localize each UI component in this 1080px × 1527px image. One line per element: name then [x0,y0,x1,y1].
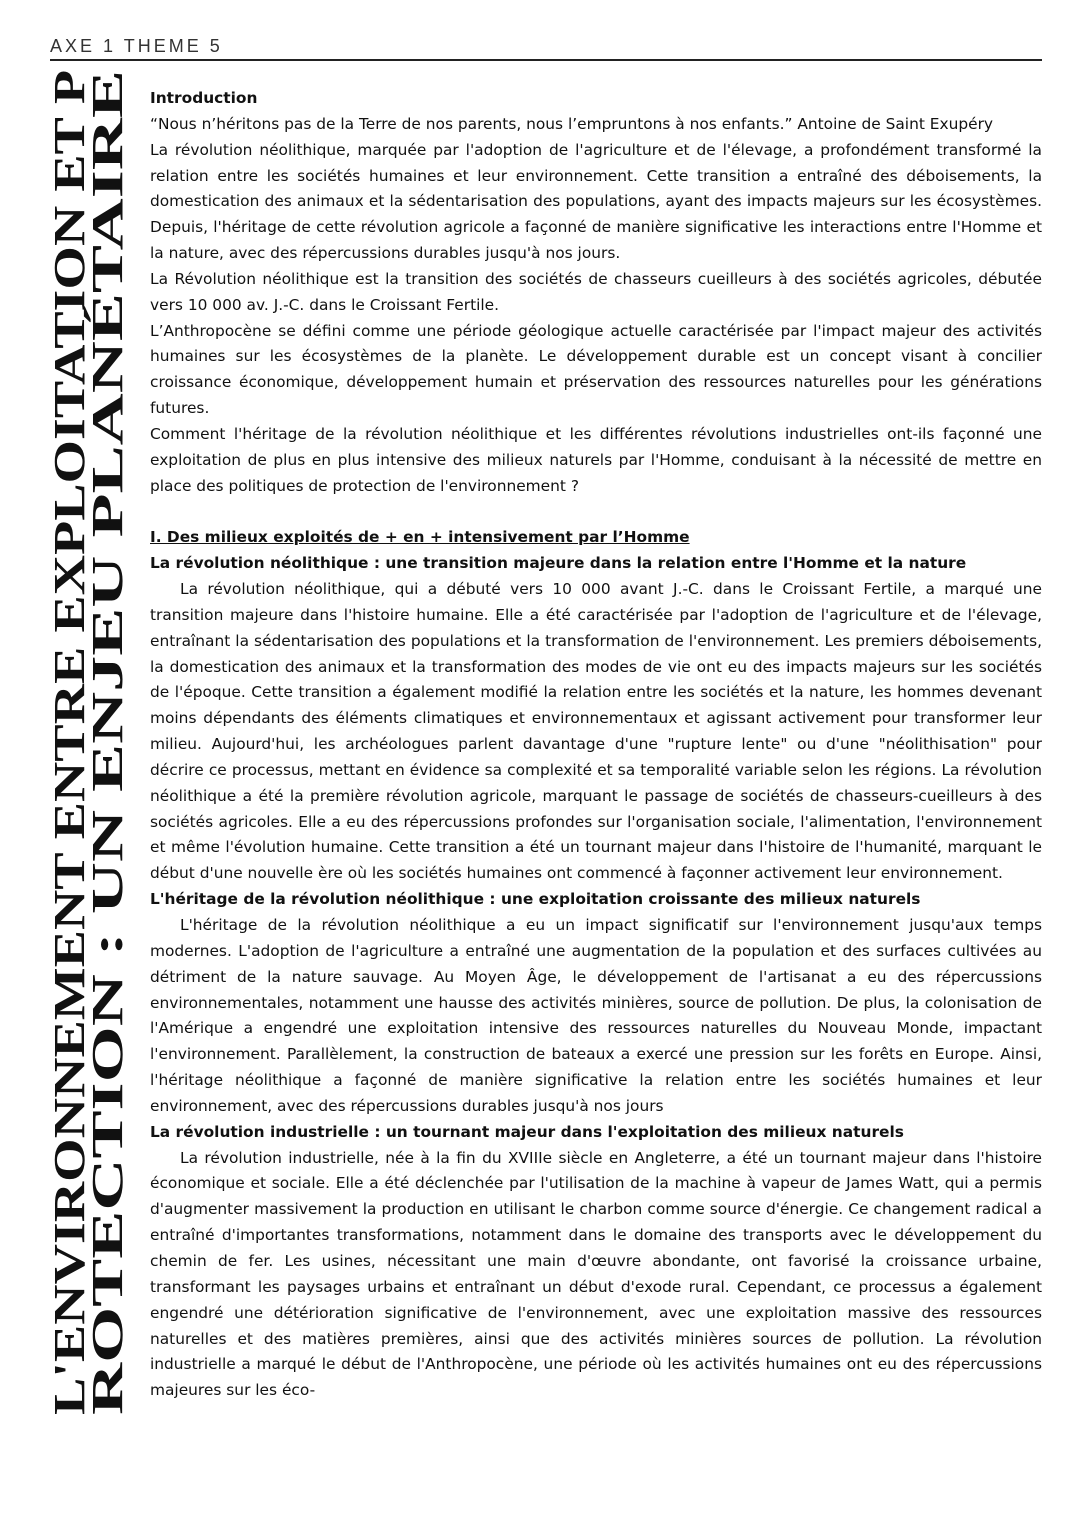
section-2-title: L'héritage de la révolution néolithique : une exploitation croissante des milieux naturels [150,890,921,909]
intro-paragraph-2: La Révolution néolithique est la transition des sociétés de chasseurs cueilleurs à des sociétés agricoles, débutée vers 10 000 av. J.-C. dans le Croissant Fertile. [150,269,1042,314]
vertical-title-line-1: L'ENVIRONNEMENT ENTRE EXPLOITATION ET P [45,357,94,1415]
document-body [150,86,1042,1404]
vertical-title-line-2: ROTECTION : UN ENJEU PLANÉTAIRE [83,594,132,1415]
section-2-text: L'héritage de la révolution néolithique a eu un impact significatif sur l'environnement jusqu'aux temps modernes. L'adoption de l'agriculture a entraîné une augmentation de la population et des surfaces cultivées au détriment de la nature sauvage. Au Moyen Âge, le développement de l'artisanat a eu des répercussions environnementales, notamment une hausse des activités minières, source de pollution. De plus, la colonisation de l'Amérique a engendré une exploitation intensive des ressources naturelles du Nouveau Monde, impactant l'environnement. Parallèlement, la construction de bateaux a exercé une pression sur les forêts en Europe. Ainsi, l'héritage néolithique a façonné de manière significative la relation entre les sociétés humaines et leur environnement, avec des répercussions durables jusqu'à nos jours [150,916,1042,1115]
spacer [150,500,1042,526]
vertical-title [45,60,132,1425]
intro-problematic: Comment l'héritage de la révolution néolithique et les différentes révolutions industrielles ont-ils façonné une exploitation de plus en plus intensive des milieux naturels par l'Homme, conduisant à la nécessité de mettre en place des politiques de protection de l'environnement ? [150,424,1042,495]
page-header [50,36,1042,61]
vertical-title-svg [45,60,132,1425]
section-1-text: La révolution néolithique, qui a débuté vers 10 000 avant J.-C. dans le Croissant Fertile, a marqué une transition majeure dans l'histoire humaine. Elle a été caractérisée par l'adoption de l'agriculture et de l'élevage, entraînant la sédentarisation des populations et la transformation de l'environnement. Les premiers déboisements, la domestication des animaux et la transformation des modes de vie ont eu des impacts majeurs sur les sociétés de l'époque. Cette transition a également modifié la relation entre les sociétés et la nature, les hommes devenant moins dépendants des éléments climatiques et environnementaux et agissant activement pour transformer leur milieu. Aujourd'hui, les archéologues parlent davantage d'une "rupture lente" ou d'une "néolithisation" pour décrire ce processus, mettant en évidence sa complexité et sa temporalité variable selon les régions. La révolution néolithique a été la première révolution agricole, marquant le passage de sociétés de chasseurs-cueilleurs à des sociétés agricoles. Elle a eu des répercussions profondes sur l'organisation sociale, l'alimentation, l'environnement et même l'évolution humaine. Cette transition a été un tournant majeur dans l'histoire de l'humanité, marquant le début d'une nouvelle ère où les sociétés humaines ont commencé à façonner activement leur environnement. [150,580,1042,883]
section-1-title: La révolution néolithique : une transition majeure dans la relation entre l'Homme et la nature [150,554,967,573]
intro-heading: Introduction [150,89,258,107]
part-1-title: I. Des milieux exploités de + en + intensivement par l’Homme [150,528,690,547]
section-3-title: La révolution industrielle : un tournant majeur dans l'exploitation des milieux naturels [150,1122,904,1141]
intro-quote: “Nous n’héritons pas de la Terre de nos parents, nous l’empruntons à nos enfants.” Antoine de Saint Exupéry [150,114,994,133]
section-3-text: La révolution industrielle, née à la fin du XVIIIe siècle en Angleterre, a été un tournant majeur dans l'histoire économique et sociale. Elle a été déclenchée par l'utilisation de la machine à vapeur de James Watt, qui a permis d'augmenter massivement la production en utilisant le charbon comme source d'énergie. Ce changement radical a entraîné d'importantes transformations, notamment dans le domaine des transports avec le développement du chemin de fer. Les usines, nécessitant une main d'œuvre abondante, ont favorisé la croissance urbaine, transformant les paysages urbains et entraînant un début d'exode rural. Cependant, ce processus a également engendré une détérioration significative de l'environnement, avec une exploitation massive des ressources naturelles et des matières premières, ainsi que des activités minières sources de pollution. La révolution industrielle a marqué le début de l'Anthropocène, une période où les activités humaines ont eu des répercussions majeures sur les éco- [150,1148,1042,1400]
header-label: AXE 1 THEME 5 [50,36,223,56]
intro-paragraph-1: La révolution néolithique, marquée par l'adoption de l'agriculture et de l'élevage, a profondément transformé la relation entre les sociétés humaines et leur environnement. Cette transition a entraîné des déboisements, la domestication des animaux et la sédentarisation des populations, ayant des impacts majeurs sur les écosystèmes. Depuis, l'héritage de cette révolution agricole a façonné de manière significative les interactions entre l'Homme et la nature, avec des répercussions durables jusqu'à nos jours. [150,140,1042,263]
intro-paragraph-3: L’Anthropocène se défini comme une période géologique actuelle caractérisée par l'impact majeur des activités humaines sur les écosystèmes de la planète. Le développement durable est un concept visant à concilier croissance économique, développement humain et préservation des ressources naturelles pour les générations futures. [150,321,1042,418]
